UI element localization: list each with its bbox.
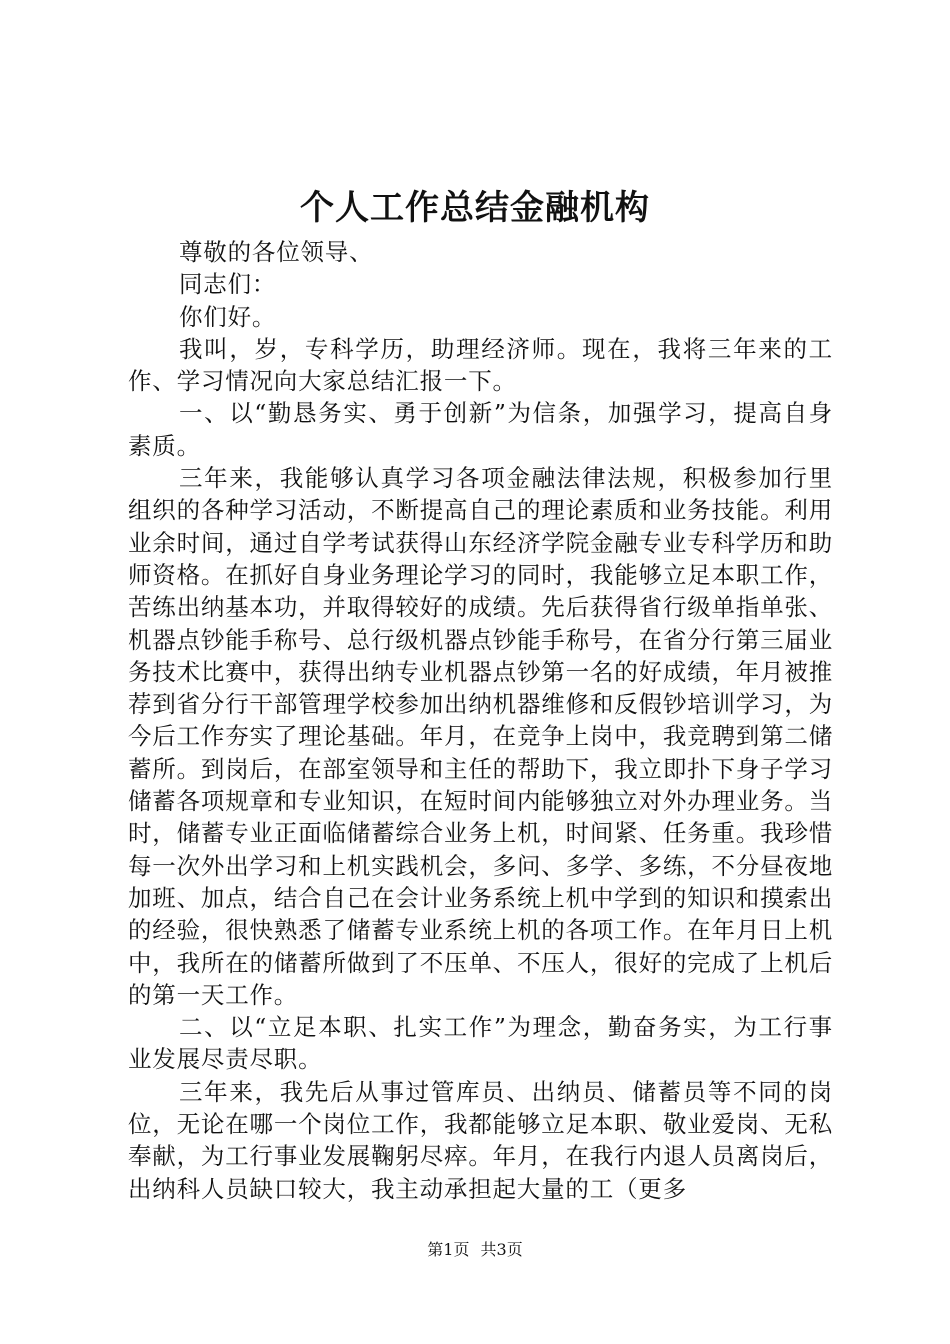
section-heading-one: 一、以“勤恳务实、勇于创新”为信条，加强学习，提高自身素质。 — [128, 399, 833, 460]
page-footer — [0, 1238, 950, 1262]
page-number-current: 第1页 — [427, 1240, 470, 1259]
page-number-total: 共3页 — [480, 1240, 523, 1259]
paragraph-work-experience: 三年来，我先后从事过管库员、出纳员、储蓄员等不同的岗位，无论在哪一个岗位工作，我都能够立足本职、敬业爱岗、无私奉献，为工行事业发展鞠躬尽瘁。年月，在我行内退人员离岗后，出纳科人员缺口较大，我主动承担起大量的工（更多 — [128, 1077, 833, 1203]
document-body — [128, 236, 833, 1205]
paragraph-study-experience: 三年来，我能够认真学习各项金融法律法规，积极参加行里组织的各种学习活动，不断提高自己的理论素质和业务技能。利用业余时间，通过自学考试获得山东经济学院金融专业专科学历和助师资格。在抓好自身业务理论学习的同时，我能够立足本职工作，苦练出纳基本功，并取得较好的成绩。先后获得省行级单指单张、机器点钞能手称号、总行级机器点钞能手称号，在省分行第三届业务技术比赛中，获得出纳专业机器点钞第一名的好成绩，年月被推荐到省分行干部管理学校参加出纳机器维修和反假钞培训学习，为今后工作夯实了理论基础。年月，在竞争上岗中，我竞聘到第二储蓄所。到岗后，在部室领导和主任的帮助下，我立即扑下身子学习储蓄各项规章和专业知识，在短时间内能够独立对外办理业务。当时，储蓄专业正面临储蓄综合业务上机，时间紧、任务重。我珍惜每一次外出学习和上机实践机会，多问、多学、多练，不分昼夜地加班、加点，结合自己在会计业务系统上机中学到的知识和摸索出的经验，很快熟悉了储蓄专业系统上机的各项工作。在年月日上机中，我所在的储蓄所做到了不压单、不压人，很好的完成了上机后的第一天工作。 — [128, 464, 833, 1009]
paragraph-greeting-comrades: 同志们： — [179, 270, 277, 299]
paragraph-introduction: 我叫，岁，专科学历，助理经济师。现在，我将三年来的工作、学习情况向大家总结汇报一下。 — [128, 334, 833, 396]
document-title: 个人工作总结金融机构 — [300, 188, 650, 228]
paragraph-greeting-leaders: 尊敬的各位领导、 — [179, 238, 374, 266]
section-heading-two: 二、以“立足本职、扎实工作”为理念，勤奋务实，为工行事业发展尽责尽职。 — [128, 1013, 833, 1074]
paragraph-greeting-hello: 你们好。 — [179, 302, 277, 331]
